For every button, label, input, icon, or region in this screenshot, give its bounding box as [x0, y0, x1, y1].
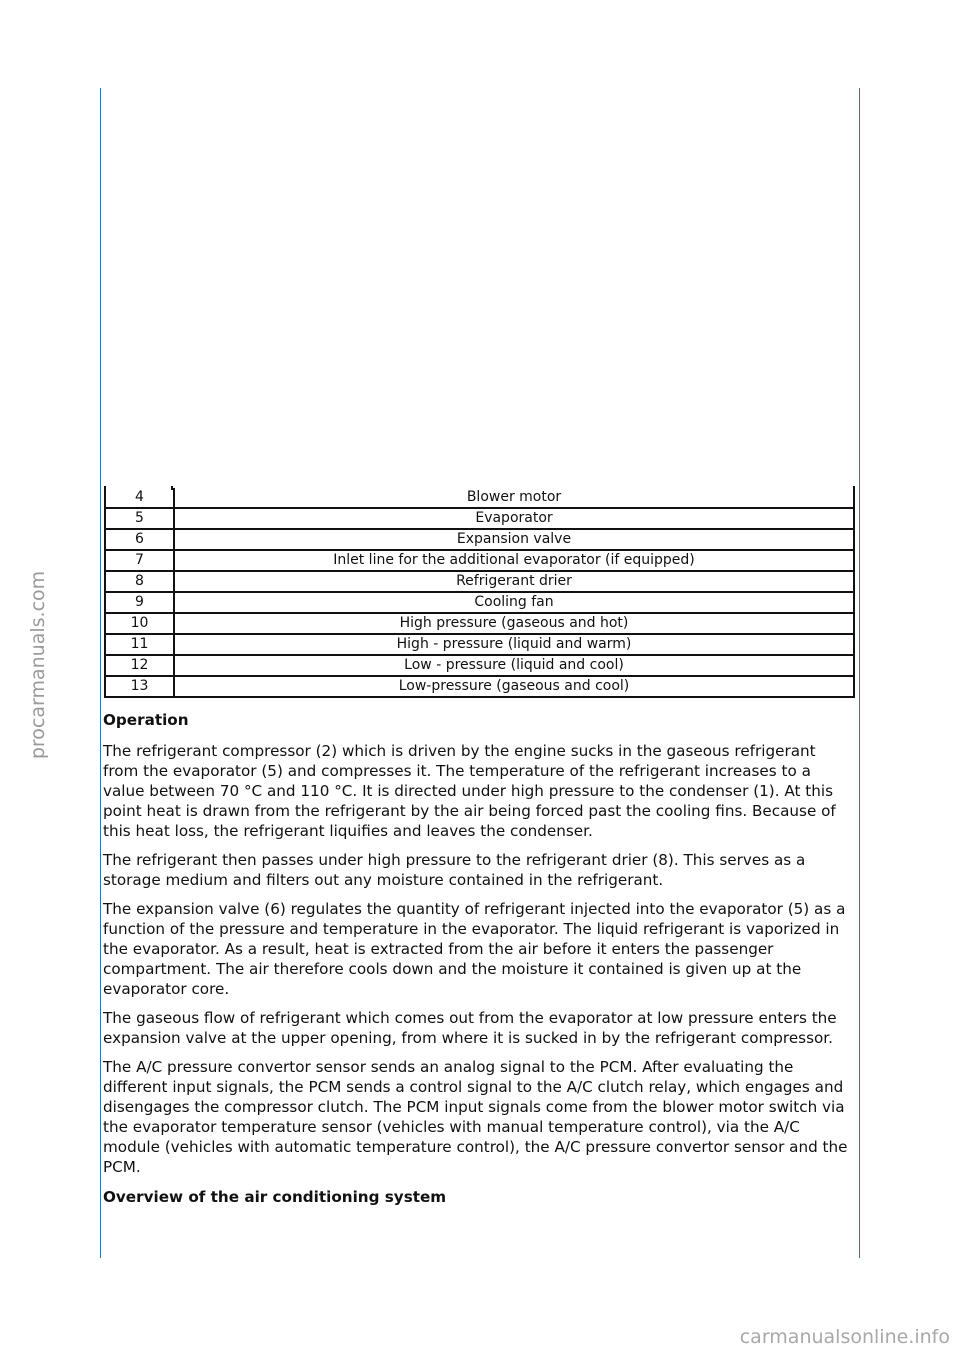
- part-number-cell: 8: [105, 571, 174, 592]
- operation-paragraph: The refrigerant compressor (2) which is driven by the engine sucks in the gaseous refrigerant from the evaporator (5) and compresses it. The temperature of the refrigerant increases to a value between 70 °C and 110 °C. It is directed under high pressure to the condenser (1). At this point heat is drawn from the refrigerant by the air being forced past the cooling fins. Because of this heat loss, the refrigerant liquifies and leaves the condenser.: [103, 742, 836, 840]
- operation-paragraph: The A/C pressure convertor sensor sends an analog signal to the PCM. After evaluating the different input signals, the PCM sends a control signal to the A/C clutch relay, which engages and disengages the compressor clutch. The PCM input signals come from the blower motor switch via the evaporator temperature sensor (vehicles with manual temperature control), via the A/C module (vehicles with automatic temperature control), the A/C pressure convertor sensor and the PCM.: [103, 1058, 848, 1176]
- parts-legend-row: [105, 613, 854, 634]
- part-description-cell: Low - pressure (liquid and cool): [174, 655, 854, 676]
- parts-legend-table: [104, 488, 855, 698]
- part-number-cell: 11: [105, 634, 174, 655]
- parts-legend-row: [105, 676, 854, 697]
- part-description-cell: Expansion valve: [174, 529, 854, 550]
- part-description-cell: Blower motor: [174, 488, 854, 508]
- part-number-cell: 10: [105, 613, 174, 634]
- part-description-cell: Refrigerant drier: [174, 571, 854, 592]
- document-body: [103, 709, 848, 1218]
- operation-paragraph: The gaseous flow of refrigerant which comes out from the evaporator at low pressure enters the expansion valve at the upper opening, from where it is sucked in by the refrigerant compressor.: [103, 1009, 837, 1047]
- page-frame-right-rule: [859, 88, 860, 1258]
- part-description-cell: High pressure (gaseous and hot): [174, 613, 854, 634]
- parts-legend-body: [105, 488, 854, 697]
- part-number-cell: 5: [105, 508, 174, 529]
- part-number-cell: 9: [105, 592, 174, 613]
- part-description-cell: Low-pressure (gaseous and cool): [174, 676, 854, 697]
- part-number-cell: 4: [105, 488, 174, 508]
- parts-legend-row: [105, 571, 854, 592]
- parts-legend-row: [105, 550, 854, 571]
- part-description-cell: Inlet line for the additional evaporator (if equipped): [174, 550, 854, 571]
- parts-legend-row: [105, 488, 854, 508]
- bottom-watermark: carmanualsonline.info: [739, 1326, 950, 1348]
- page-frame-left-rule: [100, 88, 101, 1258]
- parts-legend-row: [105, 529, 854, 550]
- parts-legend-row: [105, 634, 854, 655]
- part-number-cell: 13: [105, 676, 174, 697]
- part-number-cell: 12: [105, 655, 174, 676]
- operation-paragraph: The expansion valve (6) regulates the quantity of refrigerant injected into the evaporator (5) as a function of the pressure and temperature in the evaporator. The liquid refrigerant is vaporized in the evaporator. As a result, heat is extracted from the air before it enters the passenger compartment. The air therefore cools down and the moisture it contained is given up at the evaporator core.: [103, 900, 846, 998]
- parts-legend-row: [105, 508, 854, 529]
- overview-heading: Overview of the air conditioning system: [103, 1188, 447, 1206]
- part-description-cell: High - pressure (liquid and warm): [174, 634, 854, 655]
- part-description-cell: Cooling fan: [174, 592, 854, 613]
- side-watermark: procarmanuals.com: [27, 570, 49, 760]
- operation-paragraph: The refrigerant then passes under high pressure to the refrigerant drier (8). This serves as a storage medium and filters out any moisture contained in the refrigerant.: [103, 851, 806, 889]
- parts-legend-row: [105, 655, 854, 676]
- part-number-cell: 6: [105, 529, 174, 550]
- part-number-cell: 7: [105, 550, 174, 571]
- operation-heading: Operation: [103, 711, 189, 729]
- parts-legend-row: [105, 592, 854, 613]
- part-description-cell: Evaporator: [174, 508, 854, 529]
